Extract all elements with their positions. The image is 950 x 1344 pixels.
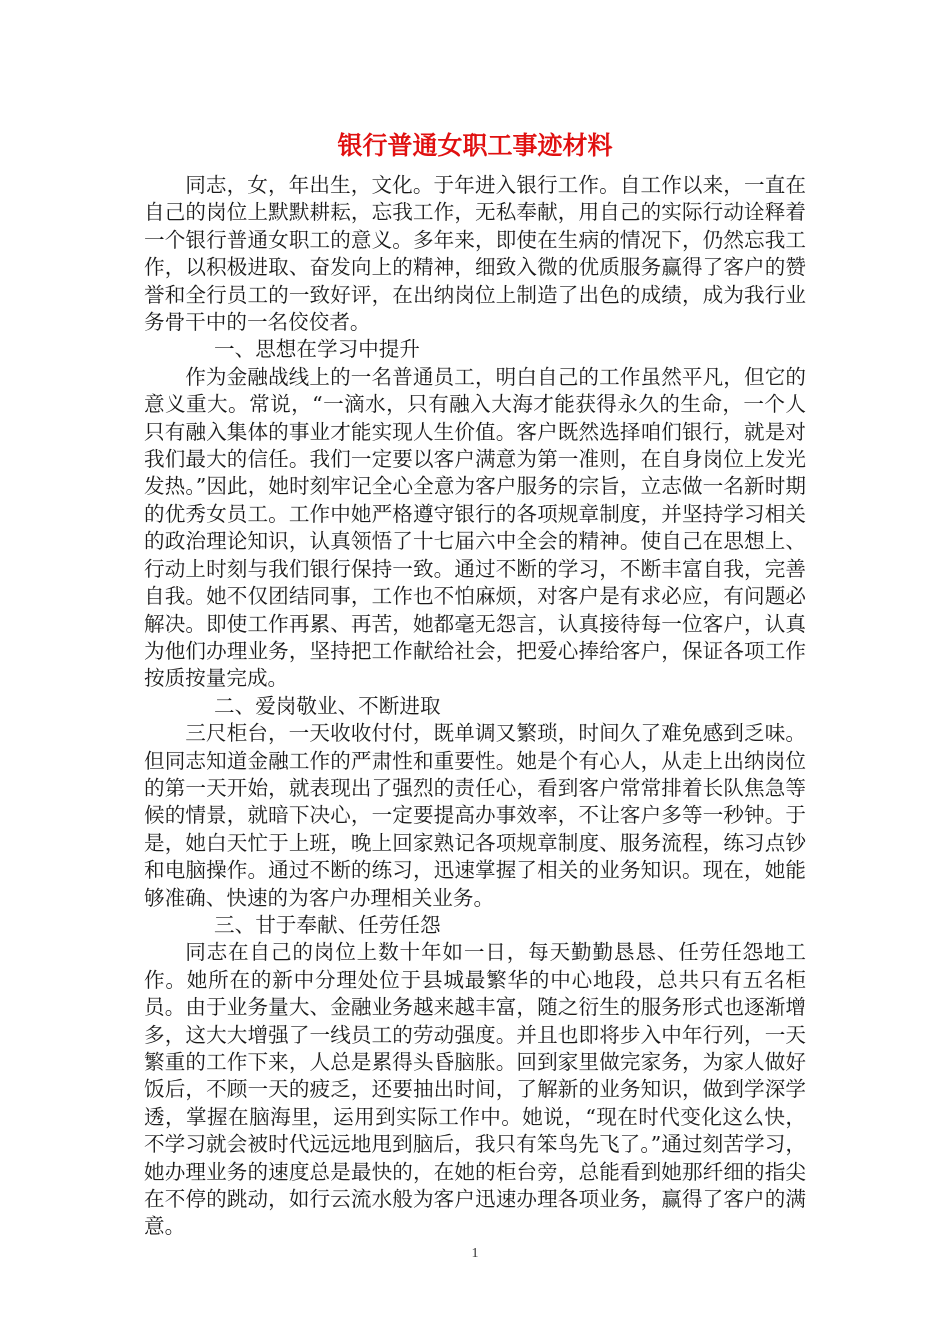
paragraph-section-3: 同志在自己的岗位上数十年如一日，每天勤勤恳恳、任劳任怨地工作。她所在的新中分理处位于县城最繁华的中心地段，总共只有五名柜员。由于业务量大、金融业务越来越丰富，随之衍生的服务形式也逐渐增多，这大大增强了一线员工的劳动强度。并且也即将步入中年行列，一天繁重的工作下来，人总是累得头昏脑胀。回到家里做完家务，为家人做好饭后，不顾一天的疲乏，还要抽出时间，了解新的业务知识，做到学深学透，掌握在脑海里，运用到实际工作中。她说，“现在时代变化这么快，不学习就会被时代远远地甩到脑后，我只有笨鸟先飞了。”通过刻苦学习，她办理业务的速度总是最快的，在她的柜台旁，总能看到她那纤细的指尖在不停的跳动，如行云流水般为客户迅速办理各项业务，赢得了客户的满意。 [144, 940, 806, 1239]
paragraph-section-1: 作为金融战线上的一名普通员工，明白自己的工作虽然平凡，但它的意义重大。常说，“一滴水，只有融入大海才能获得永久的生命，一个人只有融入集体的事业才能实现人生价值。客户既然选择咱们银行，就是对我们最大的信任。我们一定要以客户满意为第一准则，在自身岗位上发光发热。”因此，她时刻牢记全心全意为客户服务的宗旨，立志做一名新时期的优秀女员工。工作中她严格遵守银行的各项规章制度，并坚持学习相关的政治理论知识，认真领悟了十七届六中全会的精神。使自己在思想上、行动上时刻与我们银行保持一致。通过不断的学习，不断丰富自我，完善自我。她不仅团结同事，工作也不怕麻烦，对客户是有求必应，有问题必解决。即使工作再累、再苦，她都毫无怨言，认真接待每一位客户，认真为他们办理业务，坚持把工作献给社会，把爱心捧给客户，保证各项工作按质按量完成。 [144, 364, 806, 691]
section-heading-1: 一、思想在学习中提升 [214, 337, 420, 362]
document-body [144, 172, 806, 1241]
section-heading-2: 二、爱岗敬业、不断进取 [214, 693, 441, 718]
document-title: 银行普通女职工事迹材料 [337, 131, 613, 160]
page-number: 1 [471, 1246, 479, 1261]
section-heading-3: 三、甘于奉献、任劳任怨 [214, 912, 441, 937]
paragraph-section-2: 三尺柜台，一天收收付付，既单调又繁琐，时间久了难免感到乏味。但同志知道金融工作的严肃性和重要性。她是个有心人，从走上出纳岗位的第一天开始，就表现出了强烈的责任心，看到客户常常排着长队焦急等候的情景，就暗下决心，一定要提高办事效率，不让客户多等一秒钟。于是，她白天忙于上班，晚上回家熟记各项规章制度、服务流程，练习点钞和电脑操作。通过不断的练习，迅速掌握了相关的业务知识。现在，她能够准确、快速的为客户办理相关业务。 [144, 721, 806, 910]
paragraph-intro: 同志，女，年出生，文化。于年进入银行工作。自工作以来，一直在自己的岗位上默默耕耘，忘我工作，无私奉献，用自己的实际行动诠释着一个银行普通女职工的意义。多年来，即使在生病的情况下，仍然忘我工作，以积极进取、奋发向上的精神，细致入微的优质服务赢得了客户的赞誉和全行员工的一致好评，在出纳岗位上制造了出色的成绩，成为我行业务骨干中的一名佼佼者。 [144, 173, 806, 335]
